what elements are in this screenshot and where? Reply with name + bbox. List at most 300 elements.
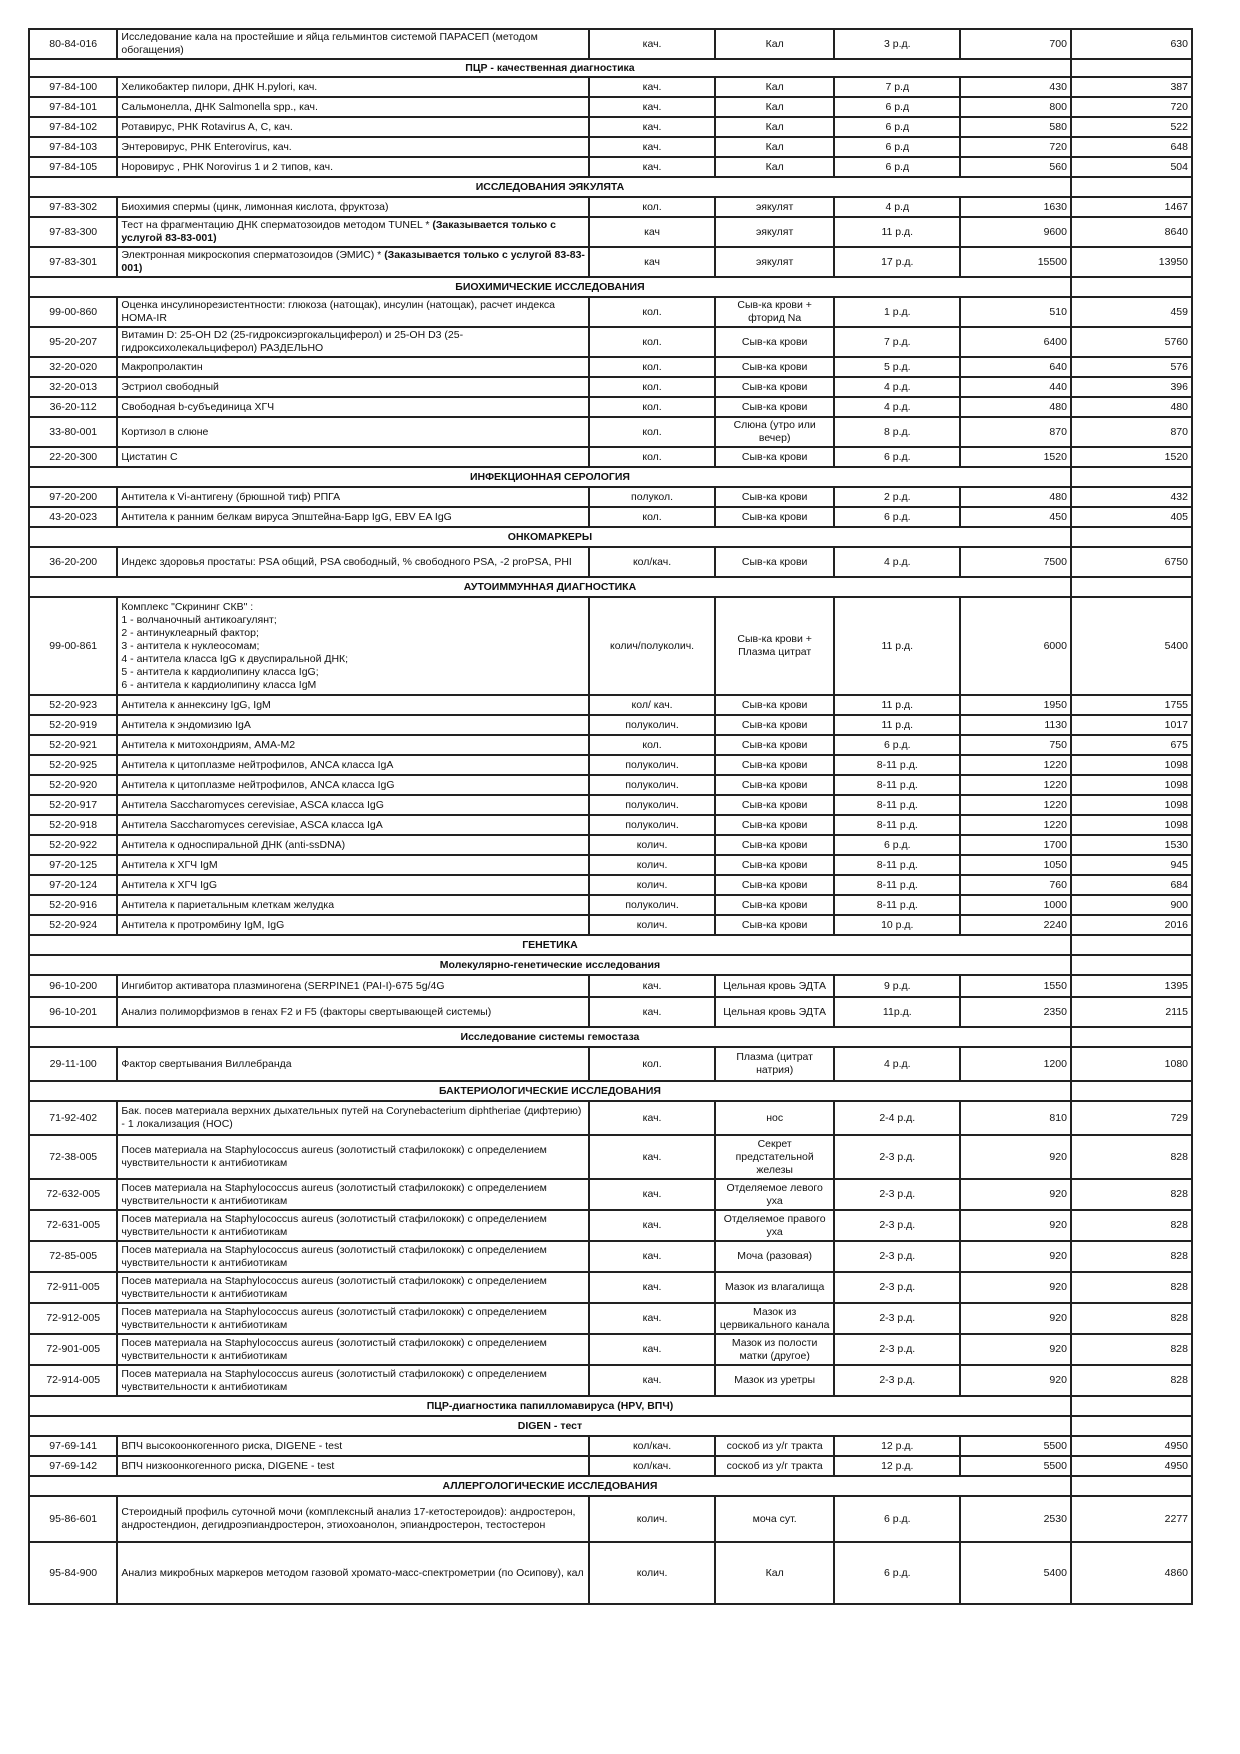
discount-price: 945 (1071, 855, 1192, 875)
table-row (29, 1496, 1192, 1542)
test-name (117, 1303, 589, 1334)
test-type: кол. (589, 357, 715, 377)
test-type: кач. (589, 1241, 715, 1272)
discount-price: 870 (1071, 417, 1192, 447)
table-row (29, 997, 1192, 1027)
section-header-row (29, 467, 1192, 487)
turnaround-time: 4 р.д. (834, 547, 960, 577)
complex-item-line: 4 - антитела класса IgG к двуспиральной ДНК; (121, 652, 349, 665)
turnaround-time: 1 р.д. (834, 297, 960, 327)
test-name (117, 915, 589, 935)
price: 6000 (960, 597, 1071, 695)
turnaround-time: 6 р.д. (834, 835, 960, 855)
discount-price: 675 (1071, 735, 1192, 755)
test-code: 72-631-005 (29, 1210, 117, 1241)
section-price-spacer (1071, 577, 1192, 597)
turnaround-time: 11р.д. (834, 997, 960, 1027)
biomaterial: эякулят (715, 197, 834, 217)
biomaterial: Кал (715, 117, 834, 137)
test-name (117, 1365, 589, 1396)
price: 6400 (960, 327, 1071, 357)
test-name-text: Посев материала на Staphylococcus aureus (золотистый стафилококк) с определением чувствительности к антибиотикам (121, 1274, 547, 1300)
section-price-spacer (1071, 59, 1192, 77)
test-name (117, 1542, 589, 1604)
biomaterial: соскоб из у/г тракта (715, 1436, 834, 1456)
discount-price: 2277 (1071, 1496, 1192, 1542)
test-type: кач (589, 247, 715, 277)
turnaround-time: 8 р.д. (834, 417, 960, 447)
biomaterial: Кал (715, 77, 834, 97)
price: 1520 (960, 447, 1071, 467)
test-name-text: ВПЧ низкоонкогенного риска, DIGENE - test (121, 1459, 335, 1472)
test-name-text: Антитела к митохондриям, AMA-M2 (121, 738, 296, 751)
test-name (117, 1135, 589, 1179)
price: 1220 (960, 755, 1071, 775)
table-row (29, 297, 1192, 327)
price: 440 (960, 377, 1071, 397)
test-code: 52-20-920 (29, 775, 117, 795)
test-code: 72-632-005 (29, 1179, 117, 1210)
test-type: кол. (589, 297, 715, 327)
test-name-text: Антитела к цитоплазме нейтрофилов, ANCA класса IgG (121, 778, 395, 791)
turnaround-time: 10 р.д. (834, 915, 960, 935)
test-name-text: Посев материала на Staphylococcus aureus (золотистый стафилококк) с определением чувствительности к антибиотикам (121, 1367, 547, 1393)
test-code: 95-86-601 (29, 1496, 117, 1542)
biomaterial: Мазок из влагалища (715, 1272, 834, 1303)
test-code: 72-901-005 (29, 1334, 117, 1365)
test-code: 97-84-100 (29, 77, 117, 97)
discount-price: 2016 (1071, 915, 1192, 935)
test-name (117, 1436, 589, 1456)
section-header-row (29, 1027, 1192, 1047)
test-name-text: Сальмонелла, ДНК Salmonella spp., кач. (121, 100, 318, 113)
test-type: кач. (589, 1303, 715, 1334)
biomaterial: Кал (715, 1542, 834, 1604)
test-name (117, 1272, 589, 1303)
table-row (29, 197, 1192, 217)
turnaround-time: 4 р.д. (834, 397, 960, 417)
table-row (29, 397, 1192, 417)
discount-price: 1395 (1071, 975, 1192, 997)
test-code: 32-20-013 (29, 377, 117, 397)
test-name-text: Норовирус , РНК Norovirus 1 и 2 типов, кач. (121, 160, 334, 173)
test-name-text: Антитела к протромбину IgM, IgG (121, 918, 285, 931)
price: 2350 (960, 997, 1071, 1027)
turnaround-time: 4 р.д (834, 197, 960, 217)
test-name-text: Свободная b-субъединица ХГЧ (121, 400, 275, 413)
test-name-text: Бак. посев материала верхних дыхательных путей на Corynebacterium diphtheriae (дифтерию) - 1 локализация (НОС) (121, 1105, 582, 1130)
discount-price: 522 (1071, 117, 1192, 137)
turnaround-time: 8-11 р.д. (834, 755, 960, 775)
test-code: 52-20-917 (29, 795, 117, 815)
section-price-spacer (1071, 935, 1192, 955)
biomaterial: Мазок из цервикального канала (715, 1303, 834, 1334)
test-type: полуколич. (589, 815, 715, 835)
test-type: кол. (589, 417, 715, 447)
test-type: кач. (589, 1101, 715, 1135)
section-title: DIGEN - тест (29, 1416, 1071, 1436)
table-row (29, 377, 1192, 397)
test-code: 95-20-207 (29, 327, 117, 357)
biomaterial: Мазок из полости матки (другое) (715, 1334, 834, 1365)
test-code: 97-84-102 (29, 117, 117, 137)
table-row (29, 417, 1192, 447)
turnaround-time: 7 р.д (834, 77, 960, 97)
test-code: 97-20-200 (29, 487, 117, 507)
test-type: кач. (589, 97, 715, 117)
biomaterial: Кал (715, 29, 834, 59)
price: 920 (960, 1179, 1071, 1210)
biomaterial: эякулят (715, 247, 834, 277)
test-type: кач. (589, 157, 715, 177)
table-row (29, 217, 1192, 247)
price: 1200 (960, 1047, 1071, 1081)
section-price-spacer (1071, 1396, 1192, 1416)
turnaround-time: 6 р.д. (834, 735, 960, 755)
test-name (117, 975, 589, 997)
price: 2530 (960, 1496, 1071, 1542)
test-name (117, 997, 589, 1027)
discount-price: 1098 (1071, 815, 1192, 835)
biomaterial: Кал (715, 137, 834, 157)
test-type: колич/полуколич. (589, 597, 715, 695)
price: 480 (960, 397, 1071, 417)
section-price-spacer (1071, 1476, 1192, 1496)
price: 5500 (960, 1436, 1071, 1456)
discount-price: 1520 (1071, 447, 1192, 467)
table-row (29, 507, 1192, 527)
section-title: ИНФЕКЦИОННАЯ СЕРОЛОГИЯ (29, 467, 1071, 487)
table-row (29, 795, 1192, 815)
discount-price: 480 (1071, 397, 1192, 417)
test-name (117, 97, 589, 117)
test-type: кач. (589, 1365, 715, 1396)
test-name-text: Анализ микробных маркеров методом газовой хромато-масс-спектрометрии (по Осипову), кал (121, 1566, 584, 1579)
biomaterial: Сыв-ка крови (715, 397, 834, 417)
table-row (29, 97, 1192, 117)
test-name (117, 417, 589, 447)
test-name (117, 795, 589, 815)
test-name (117, 835, 589, 855)
discount-price: 828 (1071, 1303, 1192, 1334)
biomaterial: Сыв-ка крови (715, 775, 834, 795)
test-name-text: Антитела Saccharomyces cerevisiae, ASCA класса IgG (121, 798, 384, 811)
price: 1700 (960, 835, 1071, 855)
test-name (117, 1456, 589, 1476)
section-title: ПЦР-диагностика папилломавируса (HPV, ВПЧ) (29, 1396, 1071, 1416)
turnaround-time: 9 р.д. (834, 975, 960, 997)
discount-price: 5400 (1071, 597, 1192, 695)
test-name (117, 327, 589, 357)
test-name (117, 895, 589, 915)
test-name-text: Посев материала на Staphylococcus aureus (золотистый стафилококк) с определением чувствительности к антибиотикам (121, 1181, 547, 1207)
test-code: 72-911-005 (29, 1272, 117, 1303)
section-title: АУТОИММУННАЯ ДИАГНОСТИКА (29, 577, 1071, 597)
test-name (117, 77, 589, 97)
discount-price: 1530 (1071, 835, 1192, 855)
test-name-text: Кортизол в слюне (121, 425, 209, 438)
turnaround-time: 2-3 р.д. (834, 1365, 960, 1396)
test-code: 97-20-125 (29, 855, 117, 875)
test-code: 97-69-141 (29, 1436, 117, 1456)
test-name (117, 875, 589, 895)
turnaround-time: 2-3 р.д. (834, 1179, 960, 1210)
section-price-spacer (1071, 467, 1192, 487)
biomaterial: Сыв-ка крови (715, 715, 834, 735)
test-type: полуколич. (589, 775, 715, 795)
biomaterial: Плазма (цитрат натрия) (715, 1047, 834, 1081)
biomaterial: моча сут. (715, 1496, 834, 1542)
price: 5500 (960, 1456, 1071, 1476)
test-name-text: Антитела к односпиральной ДНК (anti-ssDNA) (121, 838, 346, 851)
test-code: 97-83-302 (29, 197, 117, 217)
discount-price: 828 (1071, 1135, 1192, 1179)
biomaterial: Моча (разовая) (715, 1241, 834, 1272)
test-code: 95-84-900 (29, 1542, 117, 1604)
turnaround-time: 6 р.д. (834, 447, 960, 467)
test-type: кач. (589, 1179, 715, 1210)
turnaround-time: 8-11 р.д. (834, 795, 960, 815)
test-type: кол. (589, 377, 715, 397)
test-name (117, 1496, 589, 1542)
table-row (29, 157, 1192, 177)
price: 510 (960, 297, 1071, 327)
biomaterial: Сыв-ка крови (715, 327, 834, 357)
test-name-text: Посев материала на Staphylococcus aureus (золотистый стафилококк) с определением чувствительности к антибиотикам (121, 1243, 547, 1269)
table-row (29, 1436, 1192, 1456)
price: 700 (960, 29, 1071, 59)
biomaterial: Цельная кровь ЭДТА (715, 997, 834, 1027)
discount-price: 720 (1071, 97, 1192, 117)
biomaterial: Сыв-ка крови (715, 795, 834, 815)
test-type: кач. (589, 1272, 715, 1303)
test-name-text: Ингибитор активатора плазминогена (SERPINE1 (PAI-I)-675 5g/4G (121, 979, 445, 992)
complex-item-line: 2 - антинуклеарный фактор; (121, 626, 259, 639)
test-name (117, 597, 589, 695)
section-title: БИОХИМИЧЕСКИЕ ИССЛЕДОВАНИЯ (29, 277, 1071, 297)
turnaround-time: 6 р.д. (834, 507, 960, 527)
turnaround-time: 2-3 р.д. (834, 1135, 960, 1179)
discount-price: 13950 (1071, 247, 1192, 277)
table-row (29, 1101, 1192, 1135)
discount-price: 6750 (1071, 547, 1192, 577)
price: 810 (960, 1101, 1071, 1135)
test-code: 97-83-301 (29, 247, 117, 277)
test-code: 97-84-105 (29, 157, 117, 177)
test-name (117, 487, 589, 507)
table-row (29, 755, 1192, 775)
discount-price: 630 (1071, 29, 1192, 59)
price: 920 (960, 1210, 1071, 1241)
discount-price: 828 (1071, 1241, 1192, 1272)
price: 5400 (960, 1542, 1071, 1604)
test-code: 72-914-005 (29, 1365, 117, 1396)
discount-price: 396 (1071, 377, 1192, 397)
test-type: кол. (589, 397, 715, 417)
test-type: кач. (589, 117, 715, 137)
test-type: полуколич. (589, 715, 715, 735)
turnaround-time: 2-3 р.д. (834, 1241, 960, 1272)
test-type: кол/ кач. (589, 695, 715, 715)
test-type: колич. (589, 875, 715, 895)
table-row (29, 915, 1192, 935)
turnaround-time: 8-11 р.д. (834, 855, 960, 875)
test-name (117, 547, 589, 577)
test-name-text: Посев материала на Staphylococcus aureus (золотистый стафилококк) с определением чувствительности к антибиотикам (121, 1305, 547, 1331)
turnaround-time: 5 р.д. (834, 357, 960, 377)
table-row (29, 1456, 1192, 1476)
biomaterial: Сыв-ка крови (715, 487, 834, 507)
table-row (29, 247, 1192, 277)
table-row (29, 1241, 1192, 1272)
table-row (29, 447, 1192, 467)
test-type: полуколич. (589, 895, 715, 915)
price: 750 (960, 735, 1071, 755)
discount-price: 1098 (1071, 795, 1192, 815)
biomaterial: Секрет предстательной железы (715, 1135, 834, 1179)
table-row (29, 855, 1192, 875)
section-header-row (29, 1416, 1192, 1436)
section-header-row (29, 1396, 1192, 1416)
test-name-text: Посев материала на Staphylococcus aureus (золотистый стафилококк) с определением чувствительности к антибиотикам (121, 1144, 547, 1169)
table-row (29, 895, 1192, 915)
price: 920 (960, 1365, 1071, 1396)
test-name (117, 247, 589, 277)
test-type: кач. (589, 1334, 715, 1365)
discount-price: 828 (1071, 1179, 1192, 1210)
price: 720 (960, 137, 1071, 157)
discount-price: 4950 (1071, 1436, 1192, 1456)
test-code: 97-83-300 (29, 217, 117, 247)
discount-price: 1098 (1071, 755, 1192, 775)
turnaround-time: 11 р.д. (834, 715, 960, 735)
test-code: 43-20-023 (29, 507, 117, 527)
discount-price: 432 (1071, 487, 1192, 507)
biomaterial: нос (715, 1101, 834, 1135)
section-title: Молекулярно-генетические исследования (29, 955, 1071, 975)
test-type: кол. (589, 447, 715, 467)
table-row (29, 597, 1192, 695)
test-name-text: Биохимия спермы (цинк, лимонная кислота, фруктоза) (121, 200, 389, 213)
test-code: 97-69-142 (29, 1456, 117, 1476)
test-type: кач. (589, 29, 715, 59)
test-name (117, 1101, 589, 1135)
section-title: ИССЛЕДОВАНИЯ ЭЯКУЛЯТА (29, 177, 1071, 197)
test-name (117, 397, 589, 417)
test-name-text: Антитела к аннексину IgG, IgM (121, 698, 271, 711)
section-price-spacer (1071, 1416, 1192, 1436)
test-name-text: Антитела к эндомизию IgA (121, 718, 251, 731)
test-type: кол. (589, 197, 715, 217)
table-row (29, 547, 1192, 577)
test-code: 52-20-923 (29, 695, 117, 715)
discount-price: 1755 (1071, 695, 1192, 715)
turnaround-time: 7 р.д. (834, 327, 960, 357)
section-header-row (29, 1476, 1192, 1496)
turnaround-time: 8-11 р.д. (834, 895, 960, 915)
test-name (117, 1334, 589, 1365)
test-type: кол/кач. (589, 1456, 715, 1476)
turnaround-time: 6 р.д (834, 137, 960, 157)
section-price-spacer (1071, 1081, 1192, 1101)
test-name (117, 715, 589, 735)
test-name (117, 815, 589, 835)
discount-price: 648 (1071, 137, 1192, 157)
test-name (117, 735, 589, 755)
price: 2240 (960, 915, 1071, 935)
discount-price: 1017 (1071, 715, 1192, 735)
price: 450 (960, 507, 1071, 527)
section-price-spacer (1071, 1027, 1192, 1047)
section-title: БАКТЕРИОЛОГИЧЕСКИЕ ИССЛЕДОВАНИЯ (29, 1081, 1071, 1101)
biomaterial: Сыв-ка крови (715, 835, 834, 855)
test-type: кач. (589, 77, 715, 97)
turnaround-time: 12 р.д. (834, 1436, 960, 1456)
turnaround-time: 2-4 р.д. (834, 1101, 960, 1135)
table-row (29, 1542, 1192, 1604)
test-name (117, 775, 589, 795)
discount-price: 1467 (1071, 197, 1192, 217)
test-name (117, 1047, 589, 1081)
discount-price: 828 (1071, 1365, 1192, 1396)
price: 1050 (960, 855, 1071, 875)
price: 760 (960, 875, 1071, 895)
section-header-row (29, 527, 1192, 547)
test-type: кач. (589, 137, 715, 157)
section-price-spacer (1071, 955, 1192, 975)
table-row (29, 357, 1192, 377)
test-code: 36-20-112 (29, 397, 117, 417)
turnaround-time: 6 р.д (834, 117, 960, 137)
test-name-text: Антитела к париетальным клеткам желудка (121, 898, 335, 911)
biomaterial: Сыв-ка крови (715, 447, 834, 467)
price: 1000 (960, 895, 1071, 915)
table-row (29, 1365, 1192, 1396)
price-list-body (29, 29, 1192, 1604)
test-code: 52-20-918 (29, 815, 117, 835)
discount-price: 8640 (1071, 217, 1192, 247)
test-code: 72-85-005 (29, 1241, 117, 1272)
test-name (117, 197, 589, 217)
test-type: колич. (589, 1542, 715, 1604)
price: 7500 (960, 547, 1071, 577)
test-code: 52-20-922 (29, 835, 117, 855)
test-name-text: Стероидный профиль суточной мочи (комплексный анализ 17-кетостероидов): андростерон, андростендион, дегидроэпиандростерон, этиохоанолон, эпиандростерон, тестостерон (121, 1506, 576, 1531)
turnaround-time: 12 р.д. (834, 1456, 960, 1476)
discount-price: 576 (1071, 357, 1192, 377)
table-row (29, 487, 1192, 507)
turnaround-time: 2-3 р.д. (834, 1303, 960, 1334)
test-name (117, 507, 589, 527)
biomaterial: Сыв-ка крови (715, 755, 834, 775)
complex-item-line: 3 - антитела к нуклеосомам; (121, 639, 260, 652)
table-row (29, 117, 1192, 137)
test-type: полукол. (589, 487, 715, 507)
price: 580 (960, 117, 1071, 137)
test-name-text: Антитела к ранним белкам вируса Эпштейна-Барр IgG, EBV EA IgG (121, 510, 452, 523)
test-name-text: Антитела Saccharomyces cerevisiae, ASCA класса IgA (121, 818, 383, 831)
test-name (117, 117, 589, 137)
test-type: кол. (589, 1047, 715, 1081)
biomaterial: Цельная кровь ЭДТА (715, 975, 834, 997)
turnaround-time: 2-3 р.д. (834, 1334, 960, 1365)
section-title: ОНКОМАРКЕРЫ (29, 527, 1071, 547)
test-name (117, 1241, 589, 1272)
turnaround-time: 3 р.д. (834, 29, 960, 59)
biomaterial: Сыв-ка крови (715, 815, 834, 835)
test-type: кол. (589, 735, 715, 755)
biomaterial: Сыв-ка крови (715, 357, 834, 377)
